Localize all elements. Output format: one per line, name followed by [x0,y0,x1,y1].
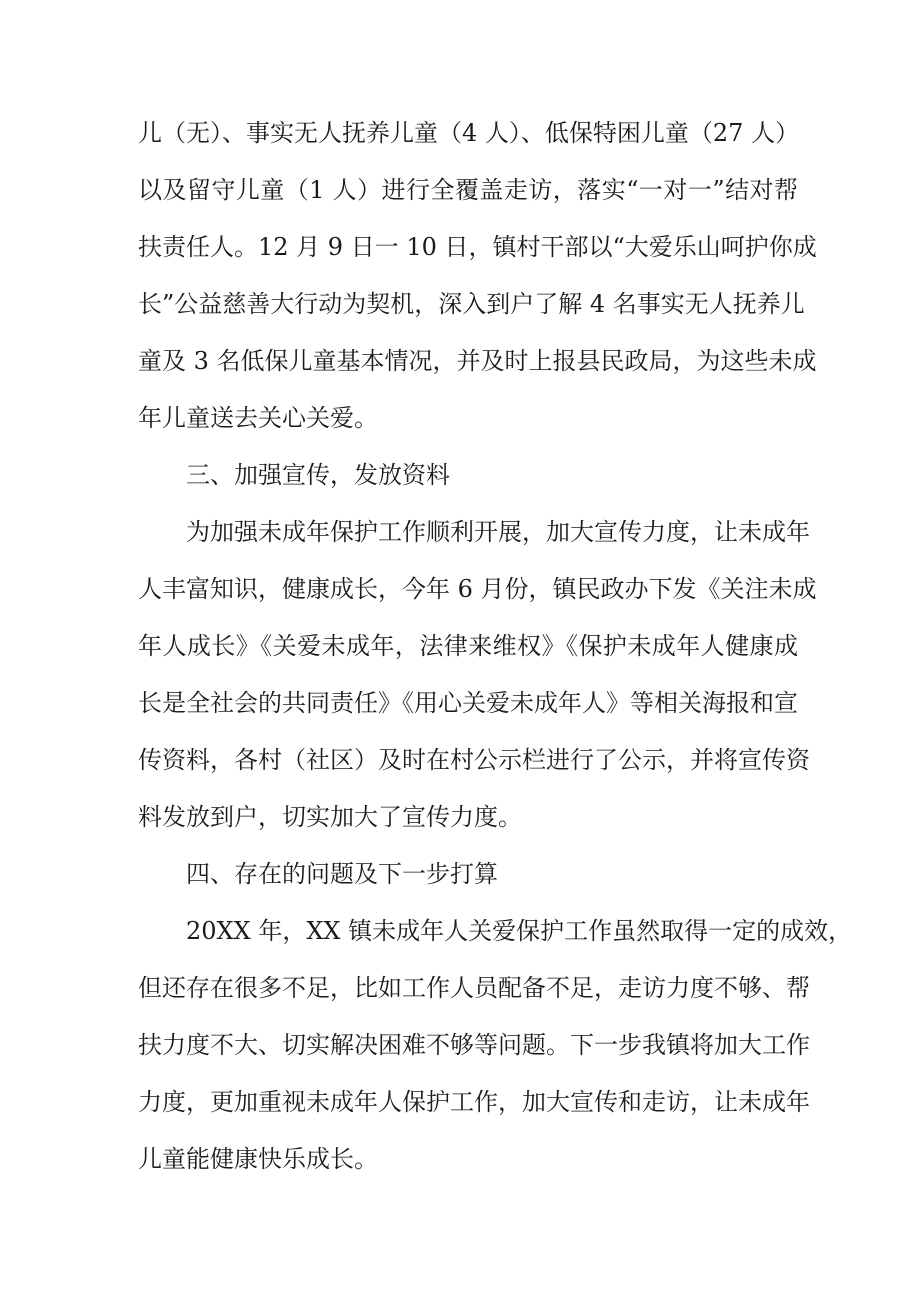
paragraph-line: 为加强未成年保护工作顺利开展，加大宣传力度，让未成年 [186,518,810,546]
paragraph-line: 童及 3 名低保儿童基本情况，并及时上报县民政局，为这些未成 [138,347,817,375]
paragraph-line: 以及留守儿童（1 人）进行全覆盖走访，落实“一对一”结对帮 [138,176,798,204]
paragraph-line: 年儿童送去关心关爱。 [138,404,378,432]
paragraph-line: 扶责任人。12 月 9 日一 10 日，镇村干部以“大爱乐山呵护你成 [138,233,817,261]
document-body [138,105,853,1188]
paragraph-1 [138,105,817,447]
paragraph-3 [138,903,853,1188]
paragraph-line: 力度，更加重视未成年人保护工作，加大宣传和走访，让未成年 [138,1088,810,1116]
section-heading-3: 三、加强宣传，发放资料 [186,461,450,489]
paragraph-line: 年人成长》《关爱未成年，法律来维权》《保护未成年人健康成 [138,632,798,660]
paragraph-line: 传资料，各村（社区）及时在村公示栏进行了公示，并将宣传资 [138,746,810,774]
paragraph-2 [138,504,817,846]
paragraph-line: 扶力度不大、切实解决困难不够等问题。下一步我镇将加大工作 [138,1031,810,1059]
paragraph-line: 儿童能健康快乐成长。 [138,1145,378,1173]
paragraph-line: 人丰富知识，健康成长，今年 6 月份，镇民政办下发《关注未成 [138,575,817,603]
section-heading-4: 四、存在的问题及下一步打算 [186,860,498,888]
paragraph-line: 儿（无）、事实无人抚养儿童（4 人）、低保特困儿童（27 人） [138,119,800,147]
paragraph-line: 但还存在很多不足，比如工作人员配备不足，走访力度不够、帮 [138,974,810,1002]
paragraph-line: 20XX 年，XX 镇未成年人关爱保护工作虽然取得一定的成效， [186,917,853,945]
paragraph-line: 长”公益慈善大行动为契机，深入到户了解 4 名事实无人抚养儿 [138,290,805,318]
paragraph-line: 长是全社会的共同责任》《用心关爱未成年人》等相关海报和宣 [138,689,798,717]
paragraph-line: 料发放到户，切实加大了宣传力度。 [138,803,522,831]
